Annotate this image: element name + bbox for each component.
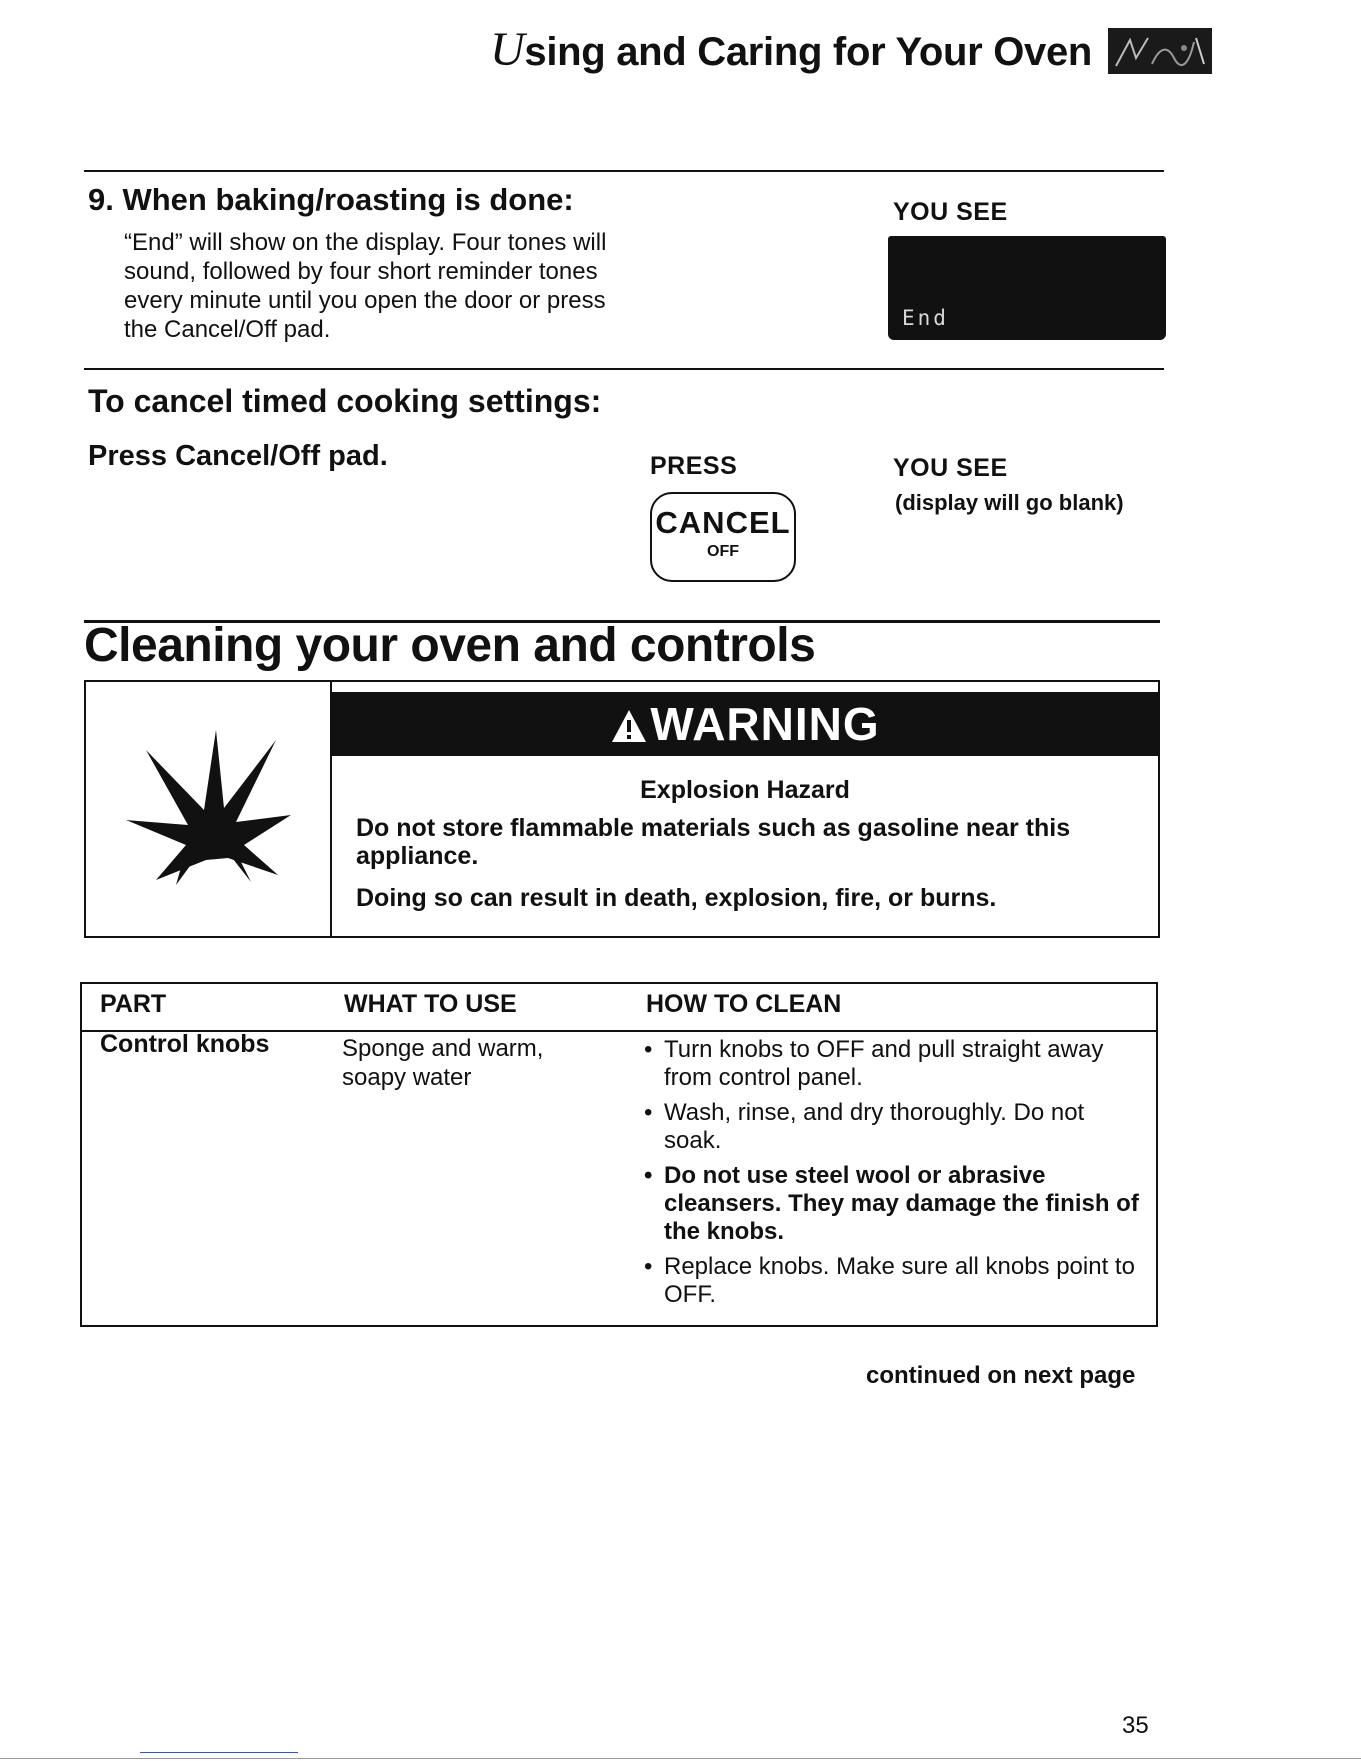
footer-link-underline (140, 1752, 298, 1753)
press-label: PRESS (650, 452, 738, 480)
oven-logo-icon (1108, 28, 1212, 74)
table-cell-what-to-use (342, 1034, 582, 1092)
table-cell-how-to-clean (642, 1036, 1147, 1316)
warning-text-2: Doing so can result in death, explosion, fire, or burns. (356, 884, 997, 912)
cancel-pad-sublabel: OFF (707, 543, 739, 560)
warning-text-1: Do not store flammable materials such as gasoline near this appliance. (356, 814, 1071, 870)
list-item: • Wash, rinse, and dry thoroughly. Do not soak. (642, 1099, 1147, 1155)
warning-box (84, 680, 1160, 938)
warning-triangle-icon (610, 708, 648, 744)
display-readout: End (902, 306, 949, 330)
warning-banner (332, 692, 1158, 756)
continued-note: continued on next page (866, 1362, 1136, 1389)
list-item: • Do not use steel wool or abrasive cleansers. They may damage the finish of the knobs. (642, 1162, 1147, 1246)
what-to-use-text: Sponge and warm, soapy water (342, 1035, 544, 1091)
you-see-label: YOU SEE (893, 454, 1008, 482)
step-heading: 9. When baking/roasting is done: (88, 182, 574, 217)
footer-divider (0, 1758, 1361, 1759)
cancel-heading: To cancel timed cooking settings: (88, 383, 602, 419)
cancel-pad-label: CANCEL (655, 505, 791, 540)
page-title-rest: sing and Caring for Your Oven (524, 30, 1093, 74)
hazard-title: Explosion Hazard (640, 776, 850, 804)
you-see-note: (display will go blank) (895, 490, 1124, 515)
cleaning-table (80, 982, 1158, 1327)
divider (84, 368, 1164, 370)
page-title (490, 22, 1092, 77)
list-item: • Replace knobs. Make sure all knobs point to OFF. (642, 1253, 1147, 1309)
cancel-instruction: Press Cancel/Off pad. (88, 440, 388, 472)
table-header-what-to-use: WHAT TO USE (344, 990, 517, 1018)
table-header-how-to-clean: HOW TO CLEAN (646, 990, 842, 1018)
warning-banner-text: WARNING (650, 698, 880, 750)
list-item: • Turn knobs to OFF and pull straight away from control panel. (642, 1036, 1147, 1092)
oven-display (888, 236, 1166, 340)
you-see-label: YOU SEE (893, 198, 1008, 226)
cancel-off-pad[interactable] (650, 492, 796, 582)
section-title: Cleaning your oven and controls (84, 619, 816, 672)
table-cell-part: Control knobs (100, 1030, 270, 1058)
step-body: “End” will show on the display. Four tones will sound, followed by four short reminder tones every minute until you open the door or press the Cancel/Off pad. (124, 229, 607, 343)
page-number: 35 (1122, 1712, 1149, 1739)
page-title-initial: U (490, 23, 525, 76)
divider (84, 170, 1164, 172)
explosion-icon (116, 710, 296, 900)
table-header-part: PART (100, 990, 167, 1018)
